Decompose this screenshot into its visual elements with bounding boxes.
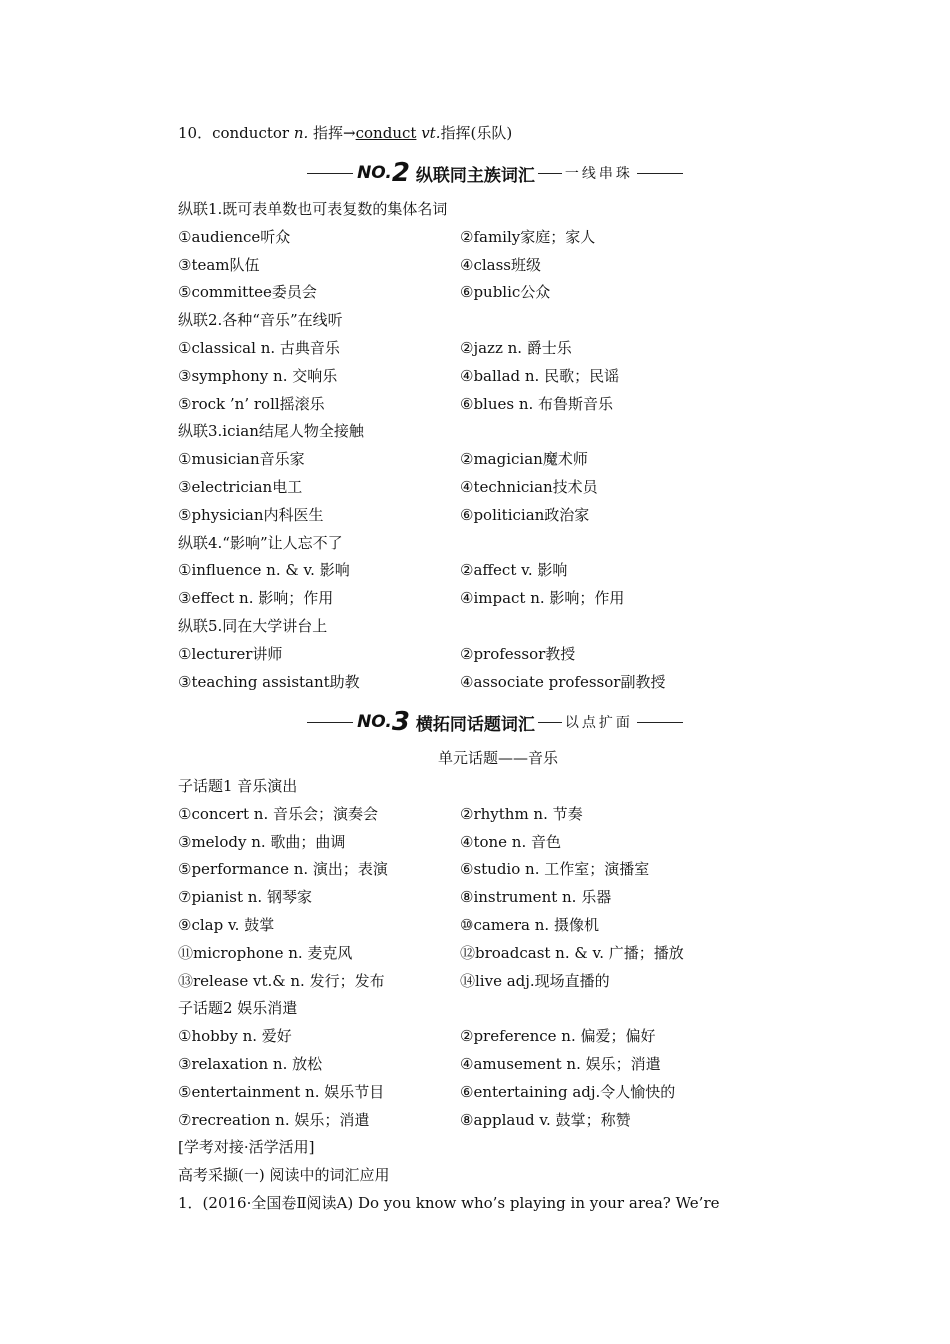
vocab-line — [178, 616, 818, 636]
underlined-word: conduct — [355, 124, 417, 142]
vocab-left: ③electrician电工 — [178, 478, 303, 496]
unit-topic: 单元话题——音乐 — [437, 749, 558, 767]
vocab-right: ④technician技术员 — [460, 478, 598, 496]
vocab-line — [178, 449, 818, 469]
vocab-right: ④amusement n. 娱乐；消遣 — [460, 1055, 661, 1073]
banner-rule — [538, 173, 562, 174]
vocab-line — [178, 1193, 818, 1213]
vocab-line — [178, 255, 818, 275]
vocab-left: ⑦pianist n. 钢琴家 — [178, 888, 312, 907]
vocab-right: ⑥politician政治家 — [460, 505, 590, 524]
vocab-left: ⑤committee委员会 — [178, 283, 317, 302]
section-title: 纵联同主族词汇 — [415, 165, 535, 186]
vocab-line — [178, 199, 818, 219]
vocab-right: ②professor教授 — [460, 644, 576, 663]
vocab-right: ⑥entertaining adj.令人愉快的 — [460, 1082, 676, 1101]
section-subtitle: 一线串珠 — [564, 166, 633, 182]
vocab-left: ⑤rock ’n’ roll摇滚乐 — [178, 394, 325, 413]
banner-rule — [637, 722, 683, 723]
vocab-line — [178, 1054, 818, 1074]
vocab-line — [178, 971, 818, 991]
vocab-line — [178, 998, 818, 1018]
vocab-right: ⑥public公众 — [460, 283, 551, 302]
section-banner-2: NO. 2 纵联同主族词汇 一线串珠 — [300, 158, 690, 188]
vocab-left: ①hobby n. 爱好 — [178, 1027, 292, 1046]
vocab-left: ⑬release vt.& n. 发行；发布 — [178, 971, 385, 990]
vocab-left: ③teaching assistant助教 — [178, 672, 360, 691]
vocab-line — [178, 1137, 818, 1157]
vocab-right: ⑧instrument n. 乐器 — [460, 888, 612, 907]
section-subtitle: 以点扩面 — [564, 715, 633, 731]
vocab-line — [178, 887, 818, 907]
vocab-left: ③melody n. 歌曲；曲调 — [178, 832, 346, 851]
vocab-left: ③relaxation n. 放松 — [178, 1055, 323, 1073]
banner-rule — [307, 722, 353, 723]
vocab-left: 纵联3.ician结尾人物全接触 — [178, 422, 364, 441]
vocab-left: ③effect n. 影响；作用 — [178, 589, 334, 608]
vocab-line — [178, 1026, 818, 1046]
vocab-right: ②magician魔术师 — [460, 450, 588, 469]
vocab-right: ⑫broadcast n. & v. 广播；播放 — [460, 943, 684, 962]
vocab-line — [178, 421, 818, 441]
banner-rule — [538, 722, 562, 723]
vocab-left: ①lecturer讲师 — [178, 644, 283, 663]
vocab-line — [178, 505, 818, 525]
vocab-left: ⑨clap v. 鼓掌 — [178, 916, 275, 934]
vocab-left: ③team队伍 — [178, 255, 260, 274]
vocab-left: ①musician音乐家 — [178, 450, 305, 469]
vocab-line — [178, 644, 818, 664]
vocab-line — [178, 859, 818, 879]
banner-rule — [637, 173, 683, 174]
vocab-line — [178, 1110, 818, 1130]
vocab-right: ④impact n. 影响；作用 — [460, 589, 625, 608]
section-title: 横拓同话题词汇 — [415, 714, 535, 735]
vocab-left: ⑦recreation n. 娱乐；消遣 — [178, 1110, 370, 1129]
vocab-right: ②affect v. 影响 — [460, 561, 568, 580]
vocab-left: ①concert n. 音乐会；演奏会 — [178, 804, 378, 823]
vocab-right: ④tone n. 音色 — [460, 832, 562, 851]
vocab-left: ⑤physician内科医生 — [178, 505, 324, 524]
vocab-right: ④class班级 — [460, 255, 541, 274]
vocab-left: [学考对接·活学活用] — [178, 1138, 315, 1157]
vocab-right: ④associate professor副教授 — [460, 672, 666, 691]
vocab-left: 纵联1.既可表单数也可表复数的集体名词 — [178, 200, 448, 218]
vocab-right: ⑧applaud v. 鼓掌；称赞 — [460, 1110, 631, 1129]
vocab-line — [178, 588, 818, 608]
vocab-line — [178, 832, 818, 852]
item-10: 10．conductor n. 指挥→conduct vt.指挥(乐队) — [178, 124, 513, 142]
vocab-line — [178, 227, 818, 247]
vocab-right: ②preference n. 偏爱；偏好 — [460, 1027, 656, 1046]
vocab-right: ②jazz n. 爵士乐 — [460, 339, 572, 357]
vocab-line — [178, 776, 818, 796]
vocab-left: 1．(2016·全国卷Ⅱ阅读A) Do you know who’s playing in your area? We’re — [178, 1194, 720, 1212]
vocab-left: 子话题2 娱乐消遣 — [178, 999, 298, 1018]
vocab-left: ①influence n. & v. 影响 — [178, 561, 350, 580]
vocab-line — [178, 943, 818, 963]
vocab-line — [178, 672, 818, 692]
vocab-right: ⑭live adj.现场直播的 — [460, 971, 610, 990]
vocab-line — [178, 477, 818, 497]
vocab-left: ⑤entertainment n. 娱乐节目 — [178, 1082, 385, 1101]
vocab-line — [178, 533, 818, 553]
vocab-left: ①classical n. 古典音乐 — [178, 339, 340, 357]
vocab-line — [178, 338, 818, 358]
vocab-left: 子话题1 音乐演出 — [178, 777, 298, 795]
vocab-line — [178, 804, 818, 824]
vocab-left: ③symphony n. 交响乐 — [178, 366, 338, 385]
vocab-line — [178, 560, 818, 580]
vocab-right: ②rhythm n. 节奏 — [460, 804, 583, 823]
vocab-line — [178, 310, 818, 330]
vocab-right: ④ballad n. 民歌；民谣 — [460, 366, 620, 385]
vocab-line — [178, 282, 818, 302]
vocab-left: 高考采撷(一) 阅读中的词汇应用 — [178, 1166, 390, 1185]
vocab-left: ①audience听众 — [178, 227, 291, 246]
vocab-right: ⑥studio n. 工作室；演播室 — [460, 860, 650, 879]
vocab-left: 纵联2.各种“音乐”在线听 — [178, 311, 343, 330]
vocab-line — [178, 915, 818, 935]
vocab-right: ⑩camera n. 摄像机 — [460, 916, 599, 934]
vocab-right: ⑥blues n. 布鲁斯音乐 — [460, 394, 614, 413]
vocab-line — [178, 366, 818, 386]
banner-rule — [307, 173, 353, 174]
vocab-left: ⑪microphone n. 麦克风 — [178, 943, 353, 962]
vocab-line — [178, 1165, 818, 1185]
vocab-right: ②family家庭；家人 — [460, 227, 596, 246]
vocab-line — [178, 394, 818, 414]
vocab-line — [178, 1082, 818, 1102]
vocab-left: 纵联4.“影响”让人忘不了 — [178, 533, 343, 552]
vocab-left: 纵联5.同在大学讲台上 — [178, 617, 328, 635]
section-banner-3: NO. 3 横拓同话题词汇 以点扩面 — [300, 707, 690, 737]
vocab-left: ⑤performance n. 演出；表演 — [178, 860, 388, 879]
